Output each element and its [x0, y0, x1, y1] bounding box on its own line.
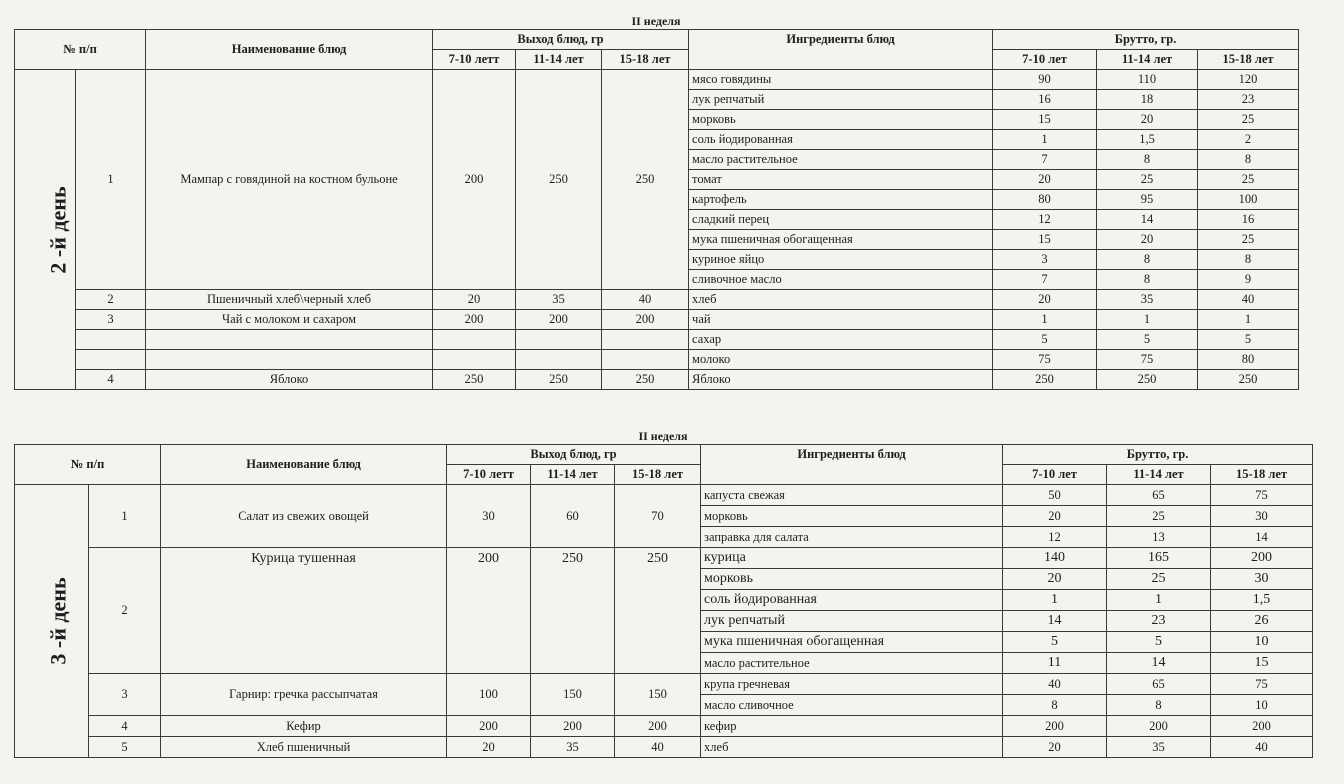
header-gross: Брутто, гр.	[993, 30, 1299, 50]
gross-value: 20	[1003, 569, 1107, 590]
dish-output: 200	[447, 716, 531, 737]
gross-value: 14	[1211, 527, 1313, 548]
gross-value: 25	[1198, 110, 1299, 130]
ingredient-name: мясо говядины	[689, 70, 993, 90]
gross-value: 65	[1107, 485, 1211, 506]
gross-value: 200	[1211, 548, 1313, 569]
gross-value: 26	[1211, 611, 1313, 632]
gross-value: 13	[1107, 527, 1211, 548]
header-ingredients: Ингредиенты блюд	[689, 30, 993, 70]
dish-output: 250	[516, 370, 602, 390]
ingredient-name: молоко	[689, 350, 993, 370]
header-gross-age: 15-18 лет	[1198, 50, 1299, 70]
gross-value: 20	[1097, 110, 1198, 130]
gross-value: 200	[1211, 716, 1313, 737]
dish-output: 250	[602, 370, 689, 390]
gross-value: 8	[1097, 270, 1198, 290]
dish-name: Кефир	[161, 716, 447, 737]
dish-output: 35	[531, 737, 615, 758]
gross-value: 12	[1003, 527, 1107, 548]
ingredient-name: мука пшеничная обогащенная	[689, 230, 993, 250]
dish-output: 200	[433, 310, 516, 330]
gross-value: 18	[1097, 90, 1198, 110]
dish-name: Мампар с говядиной на костном бульоне	[146, 70, 433, 290]
gross-value: 95	[1097, 190, 1198, 210]
dish-output: 200	[602, 310, 689, 330]
gross-value: 8	[1198, 250, 1299, 270]
gross-value: 11	[1003, 653, 1107, 674]
gross-value: 20	[1003, 506, 1107, 527]
ingredient-name: картофель	[689, 190, 993, 210]
dish-number: 2	[76, 290, 146, 310]
gross-value: 8	[1107, 695, 1211, 716]
gross-value: 16	[993, 90, 1097, 110]
dish-output: 200	[516, 310, 602, 330]
gross-value: 25	[1107, 569, 1211, 590]
ingredient-name: Яблоко	[689, 370, 993, 390]
ingredient-name: сахар	[689, 330, 993, 350]
gross-value: 1	[1097, 310, 1198, 330]
gross-value: 15	[1211, 653, 1313, 674]
gross-value: 165	[1107, 548, 1211, 569]
gross-value: 75	[1211, 674, 1313, 695]
gross-value: 15	[993, 110, 1097, 130]
dish-name: Хлеб пшеничный	[161, 737, 447, 758]
gross-value: 30	[1211, 569, 1313, 590]
gross-value: 8	[1198, 150, 1299, 170]
gross-value: 110	[1097, 70, 1198, 90]
gross-value: 120	[1198, 70, 1299, 90]
gross-value: 2	[1198, 130, 1299, 150]
gross-value: 140	[1003, 548, 1107, 569]
menu-table-day-2	[14, 13, 1298, 390]
gross-value: 65	[1107, 674, 1211, 695]
gross-value: 8	[1097, 150, 1198, 170]
dish-output: 20	[447, 737, 531, 758]
header-output-age: 15-18 лет	[602, 50, 689, 70]
header-ingredients: Ингредиенты блюд	[701, 445, 1003, 485]
gross-value: 5	[1198, 330, 1299, 350]
gross-value: 12	[993, 210, 1097, 230]
header-output-age: 11-14 лет	[516, 50, 602, 70]
gross-value: 25	[1198, 170, 1299, 190]
header-output: Выход блюд, гр	[447, 445, 701, 465]
dish-output: 60	[531, 485, 615, 548]
dish-number: 5	[89, 737, 161, 758]
gross-value: 1	[993, 310, 1097, 330]
ingredient-name: мука пшеничная обогащенная	[701, 632, 1003, 653]
gross-value: 35	[1097, 290, 1198, 310]
gross-value: 20	[1003, 737, 1107, 758]
gross-value: 1	[1107, 590, 1211, 611]
gross-value: 16	[1198, 210, 1299, 230]
gross-value: 10	[1211, 632, 1313, 653]
gross-value: 250	[1097, 370, 1198, 390]
gross-value: 250	[993, 370, 1097, 390]
gross-value: 8	[1003, 695, 1107, 716]
menu-table	[14, 444, 1313, 758]
ingredient-name: соль йодированная	[701, 590, 1003, 611]
gross-value: 14	[1097, 210, 1198, 230]
gross-value: 75	[993, 350, 1097, 370]
ingredient-name: морковь	[701, 569, 1003, 590]
dish-name: Салат из свежих овощей	[161, 485, 447, 548]
gross-value: 40	[1198, 290, 1299, 310]
ingredient-name: заправка для салата	[701, 527, 1003, 548]
ingredient-name: лук репчатый	[689, 90, 993, 110]
gross-value: 25	[1097, 170, 1198, 190]
dish-output: 250	[433, 370, 516, 390]
gross-value: 80	[1198, 350, 1299, 370]
header-num: № п/п	[15, 30, 146, 70]
day-label-cell	[15, 70, 76, 390]
ingredient-name: морковь	[701, 506, 1003, 527]
gross-value: 14	[1107, 653, 1211, 674]
gross-value: 40	[1211, 737, 1313, 758]
dish-number: 1	[76, 70, 146, 290]
gross-value: 100	[1198, 190, 1299, 210]
ingredient-name: кефир	[701, 716, 1003, 737]
dish-output: 40	[615, 737, 701, 758]
header-gross-age: 11-14 лет	[1107, 465, 1211, 485]
day-label-cell	[15, 485, 89, 758]
gross-value: 5	[1097, 330, 1198, 350]
dish-output: 150	[531, 674, 615, 716]
menu-table-day-3	[14, 428, 1312, 758]
gross-value: 250	[1198, 370, 1299, 390]
ingredient-name: чай	[689, 310, 993, 330]
header-output-age: 15-18 лет	[615, 465, 701, 485]
ingredient-name: курица	[701, 548, 1003, 569]
dish-output: 35	[516, 290, 602, 310]
ingredient-name: сливочное масло	[689, 270, 993, 290]
ingredient-name: капуста свежая	[701, 485, 1003, 506]
dish-output: 40	[602, 290, 689, 310]
ingredient-name: хлеб	[701, 737, 1003, 758]
dish-output: 200	[447, 548, 531, 674]
dish-name: Яблоко	[146, 370, 433, 390]
header-gross-age: 7-10 лет	[993, 50, 1097, 70]
dish-output: 150	[615, 674, 701, 716]
ingredient-name: масло сливочное	[701, 695, 1003, 716]
gross-value: 5	[1107, 632, 1211, 653]
menu-table	[14, 29, 1299, 390]
gross-value: 50	[1003, 485, 1107, 506]
gross-value: 14	[1003, 611, 1107, 632]
ingredient-name: томат	[689, 170, 993, 190]
dish-output: 250	[602, 70, 689, 290]
gross-value: 1	[1003, 590, 1107, 611]
dish-name: Пшеничный хлеб\черный хлеб	[146, 290, 433, 310]
dish-output: 100	[447, 674, 531, 716]
gross-value: 10	[1211, 695, 1313, 716]
ingredient-name: крупа гречневая	[701, 674, 1003, 695]
ingredient-name: хлеб	[689, 290, 993, 310]
header-gross-age: 7-10 лет	[1003, 465, 1107, 485]
dish-number: 2	[89, 548, 161, 674]
day-label: 3 -й день	[45, 577, 71, 665]
gross-value: 40	[1003, 674, 1107, 695]
header-dish-name: Наименование блюд	[146, 30, 433, 70]
gross-value: 9	[1198, 270, 1299, 290]
header-output-age: 7-10 летт	[433, 50, 516, 70]
dish-number: 3	[76, 310, 146, 330]
ingredient-name: куриное яйцо	[689, 250, 993, 270]
gross-value: 200	[1107, 716, 1211, 737]
dish-output: 250	[615, 548, 701, 674]
dish-output: 30	[447, 485, 531, 548]
gross-value: 8	[1097, 250, 1198, 270]
dish-number: 3	[89, 674, 161, 716]
ingredient-name: морковь	[689, 110, 993, 130]
header-num: № п/п	[15, 445, 161, 485]
header-output-age: 11-14 лет	[531, 465, 615, 485]
gross-value: 7	[993, 150, 1097, 170]
gross-value: 25	[1107, 506, 1211, 527]
dish-number: 4	[89, 716, 161, 737]
gross-value: 25	[1198, 230, 1299, 250]
dish-name: Гарнир: гречка рассыпчатая	[161, 674, 447, 716]
dish-number: 1	[89, 485, 161, 548]
header-output: Выход блюд, гр	[433, 30, 689, 50]
ingredient-name: соль йодированная	[689, 130, 993, 150]
gross-value: 3	[993, 250, 1097, 270]
gross-value: 35	[1107, 737, 1211, 758]
week-title: II неделя	[631, 14, 681, 28]
gross-value: 5	[993, 330, 1097, 350]
dish-name: Курица тушенная	[161, 548, 447, 674]
gross-value: 1,5	[1211, 590, 1313, 611]
gross-value: 80	[993, 190, 1097, 210]
header-gross: Брутто, гр.	[1003, 445, 1313, 465]
dish-output: 250	[531, 548, 615, 674]
gross-value: 23	[1198, 90, 1299, 110]
ingredient-name: масло растительное	[701, 653, 1003, 674]
gross-value: 5	[1003, 632, 1107, 653]
dish-name: Чай с молоком и сахаром	[146, 310, 433, 330]
gross-value: 75	[1211, 485, 1313, 506]
gross-value: 1,5	[1097, 130, 1198, 150]
dish-output: 200	[531, 716, 615, 737]
gross-value: 20	[1097, 230, 1198, 250]
dish-output: 200	[615, 716, 701, 737]
gross-value: 20	[993, 170, 1097, 190]
ingredient-name: лук репчатый	[701, 611, 1003, 632]
gross-value: 20	[993, 290, 1097, 310]
gross-value: 200	[1003, 716, 1107, 737]
header-gross-age: 11-14 лет	[1097, 50, 1198, 70]
ingredient-name: сладкий перец	[689, 210, 993, 230]
header-output-age: 7-10 летт	[447, 465, 531, 485]
gross-value: 90	[993, 70, 1097, 90]
dish-output: 250	[516, 70, 602, 290]
gross-value: 30	[1211, 506, 1313, 527]
dish-output: 70	[615, 485, 701, 548]
header-gross-age: 15-18 лет	[1211, 465, 1313, 485]
dish-output: 20	[433, 290, 516, 310]
day-label: 2 -й день	[45, 185, 71, 274]
header-dish-name: Наименование блюд	[161, 445, 447, 485]
ingredient-name: масло растительное	[689, 150, 993, 170]
gross-value: 23	[1107, 611, 1211, 632]
dish-output: 200	[433, 70, 516, 290]
gross-value: 1	[1198, 310, 1299, 330]
gross-value: 7	[993, 270, 1097, 290]
gross-value: 75	[1097, 350, 1198, 370]
gross-value: 15	[993, 230, 1097, 250]
dish-number: 4	[76, 370, 146, 390]
gross-value: 1	[993, 130, 1097, 150]
week-title: II неделя	[638, 429, 688, 443]
